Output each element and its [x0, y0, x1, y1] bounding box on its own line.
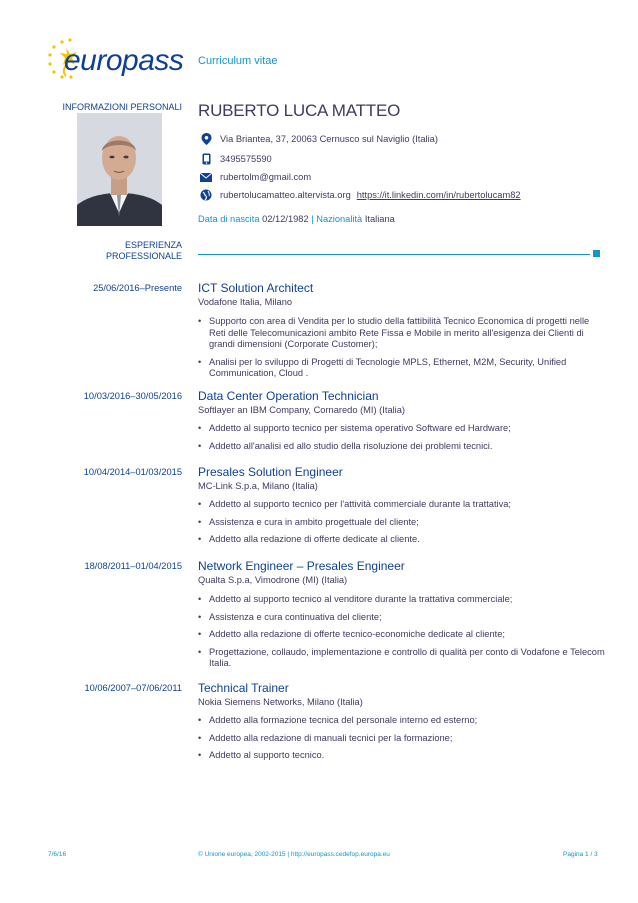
email-text: rubertolm@gmail.com	[220, 172, 312, 182]
nationality-label: Nazionalità	[316, 214, 363, 224]
document-title: Curriculum vitae	[198, 55, 278, 67]
phone-row	[200, 153, 272, 165]
list-item: • Addetto alla redazione di offerte tecnico-economiche dedicate al cliente;	[198, 629, 608, 641]
job-title: Technical Trainer	[198, 681, 289, 695]
mobile-phone-icon	[200, 153, 212, 165]
list-item: • Addetto al supporto tecnico per sistema operativo Software ed Hardware;	[198, 423, 608, 435]
job-bullets	[198, 499, 608, 552]
linkedin-link[interactable]: https://it.linkedin.com/in/rubertolucam82	[356, 190, 521, 200]
birth-nationality	[198, 214, 395, 224]
logo-wordmark: europass	[64, 44, 184, 77]
job-employer: Nokia Siemens Networks, Milano (Italia)	[198, 697, 363, 707]
website-text: rubertolucamatteo.altervista.org	[220, 190, 351, 200]
list-item: • Addetto al supporto tecnico al venditore durante la trattativa commerciale;	[198, 594, 608, 606]
job-bullets	[198, 594, 608, 676]
list-item: • Progettazione, collaudo, implementazione e controllo di qualità per conto di Vodafone e Telecom Italia.	[198, 647, 608, 670]
dob-value: 02/12/1982	[262, 214, 309, 224]
job-date: 18/08/2011–01/04/2015	[84, 561, 182, 571]
nationality-value: Italiana	[364, 214, 395, 224]
list-item: • Addetto al supporto tecnico per l'attività commerciale durante la trattativa;	[198, 499, 608, 511]
job-title: ICT Solution Architect	[198, 281, 314, 295]
phone-text: 3495575590	[220, 154, 272, 164]
list-item: • Addetto alla redazione di manuali tecnici per la formazione;	[198, 733, 608, 745]
footer-copyright: © Unione europea, 2002-2015 | http://europass.cedefop.europa.eu	[198, 851, 390, 858]
job-title: Network Engineer – Presales Engineer	[198, 559, 405, 573]
job-employer: Softlayer an IBM Company, Cornaredo (MI) (Italia)	[198, 405, 406, 415]
job-title: Data Center Operation Technician	[198, 389, 379, 403]
list-item: • Addetto alla redazione di offerte dedicate al cliente.	[198, 534, 608, 546]
experience-label-line2: PROFESSIONALE	[105, 251, 182, 261]
list-item: • Addetto al supporto tecnico.	[198, 750, 608, 762]
experience-label-line1: ESPERIENZA	[124, 240, 182, 250]
job-date: 10/03/2016–30/05/2016	[83, 391, 182, 401]
dob-label: Data di nascita	[198, 214, 260, 224]
job-bullets	[198, 423, 608, 458]
list-item: • Addetto all'analisi ed allo studio della risoluzione dei problemi tecnici.	[198, 441, 608, 453]
job-bullets	[198, 715, 608, 768]
job-title: Presales Solution Engineer	[198, 465, 343, 479]
list-item: • Supporto con area di Vendita per lo studio della fattibilità Tecnico Economica di progetti nelle Reti delle Telecomunicazioni ambito Rete Fissa e Mobile in merito all'esigenza dei Clienti di grandi dimensioni (Corporate Customer);	[198, 316, 608, 351]
job-employer: Vodafone Italia, Milano	[198, 297, 293, 307]
job-employer: MC-Link S.p.a, Milano (Italia)	[198, 481, 318, 491]
job-date: 25/06/2016–Presente	[93, 283, 182, 293]
list-item: • Assistenza e cura continuativa del cliente;	[198, 612, 608, 624]
profile-photo	[77, 113, 162, 226]
footer-date: 7/6/16	[48, 851, 67, 858]
address-text: Via Briantea, 37, 20063 Cernusco sul Naviglio (Italia)	[220, 134, 438, 144]
divider-square-icon	[593, 250, 600, 257]
separator: |	[311, 214, 314, 224]
person-name: RUBERTO LUCA MATTEO	[198, 101, 401, 120]
address-row	[200, 133, 438, 145]
list-item: • Addetto alla formazione tecnica del personale interno ed esterno;	[198, 715, 608, 727]
section-divider	[198, 254, 590, 255]
website-row	[200, 189, 521, 201]
experience-label	[12, 240, 182, 262]
email-row	[200, 171, 311, 183]
job-date: 10/06/2007–07/06/2011	[84, 683, 182, 693]
job-bullets	[198, 316, 608, 386]
globe-icon	[200, 189, 212, 201]
personal-info-label: INFORMAZIONI PERSONALI	[62, 102, 182, 112]
envelope-icon	[200, 171, 212, 183]
job-date: 10/04/2014–01/03/2015	[83, 467, 182, 477]
footer-page-number: Pagina 1 / 3	[563, 851, 598, 858]
europass-logo	[44, 34, 194, 84]
list-item: • Assistenza e cura in ambito progettuale del cliente;	[198, 517, 608, 529]
location-pin-icon	[200, 133, 212, 145]
list-item: • Analisi per lo sviluppo di Progetti di Tecnologie MPLS, Ethernet, M2M, Security, Unified Communication, Cloud .	[198, 357, 608, 380]
job-employer: Qualta S.p.a, Vimodrone (MI) (Italia)	[198, 575, 348, 585]
